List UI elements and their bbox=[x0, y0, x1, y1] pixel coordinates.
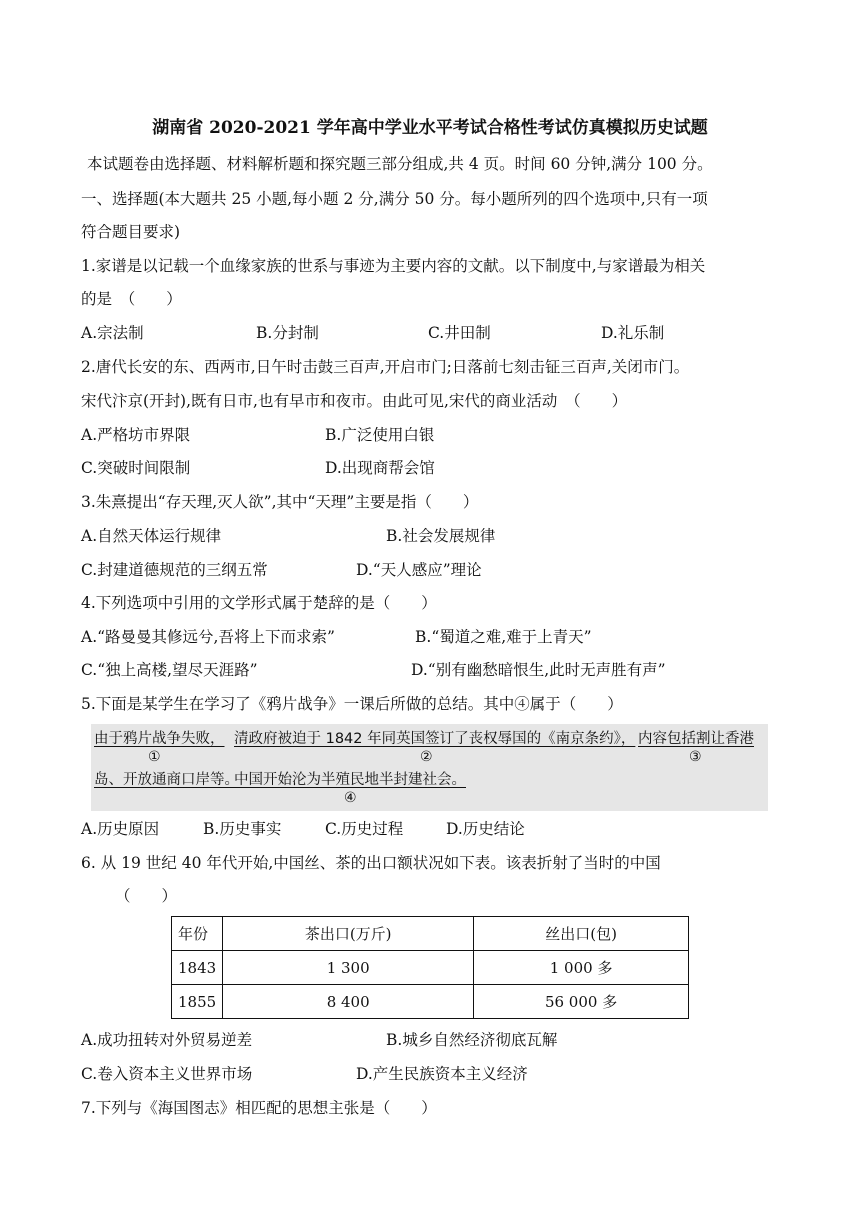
q6-option-d[interactable]: D.产生民族资本主义经济 bbox=[356, 1065, 528, 1083]
q1-option-a[interactable]: A.宗法制 bbox=[81, 324, 144, 342]
summary-seg-1: 由于鸦片战争失败， bbox=[94, 731, 225, 747]
q2-option-d[interactable]: D.出现商帮会馆 bbox=[325, 459, 435, 477]
table-cell-silk: 1 000 多 bbox=[474, 951, 689, 985]
table-cell-tea: 8 400 bbox=[223, 985, 474, 1019]
q4-option-b[interactable]: B.“蜀道之难,难于上青天” bbox=[415, 628, 592, 646]
marker-2: ② bbox=[420, 749, 433, 765]
intro-text: 本试题卷由选择题、材料解析题和探究题三部分组成,共 4 页。时间 60 分钟,满分 100 分。 bbox=[87, 155, 713, 173]
marker-3: ③ bbox=[689, 749, 702, 765]
marker-4: ④ bbox=[344, 790, 357, 806]
q4-option-d[interactable]: D.“别有幽愁暗恨生,此时无声胜有声” bbox=[411, 661, 666, 679]
question-6-stem-cont: （ ） bbox=[115, 887, 178, 905]
table-cell-silk: 56 000 多 bbox=[474, 985, 689, 1019]
q3-option-c[interactable]: C.封建道德规范的三纲五常 bbox=[81, 561, 268, 579]
q5-option-b[interactable]: B.历史事实 bbox=[203, 820, 282, 838]
table-row bbox=[172, 951, 689, 985]
question-1-stem-cont: 的是 （ ） bbox=[81, 290, 182, 308]
question-1-stem: 1.家谱是以记载一个血缘家族的世系与事迹为主要内容的文献。以下制度中,与家谱最为相关 bbox=[81, 257, 706, 275]
question-7-stem: 7.下列与《海国图志》相匹配的思想主张是（ ） bbox=[81, 1099, 437, 1117]
q2-option-c[interactable]: C.突破时间限制 bbox=[81, 459, 191, 477]
q3-option-b[interactable]: B.社会发展规律 bbox=[386, 527, 496, 545]
table-header-tea: 茶出口(万斤) bbox=[223, 917, 474, 951]
q4-option-c[interactable]: C.“独上高楼,望尽天涯路” bbox=[81, 661, 258, 679]
table-cell-year: 1843 bbox=[172, 951, 223, 985]
q6-option-c[interactable]: C.卷入资本主义世界市场 bbox=[81, 1065, 253, 1083]
question-5-stem: 5.下面是某学生在学习了《鸦片战争》一课后所做的总结。其中④属于（ ） bbox=[81, 695, 623, 713]
table-cell-tea: 1 300 bbox=[223, 951, 474, 985]
q5-option-a[interactable]: A.历史原因 bbox=[81, 820, 160, 838]
summary-seg-2: 清政府被迫于 1842 年同英国签订了丧权辱国的《南京条约》， bbox=[234, 731, 636, 747]
q6-option-a[interactable]: A.成功扭转对外贸易逆差 bbox=[81, 1031, 253, 1049]
question-4-stem: 4.下列选项中引用的文学形式属于楚辞的是（ ） bbox=[81, 594, 437, 612]
export-table bbox=[171, 916, 689, 1019]
table-header-year: 年份 bbox=[172, 917, 223, 951]
summary-seg-4: 中国开始沦为半殖民地半封建社会。 bbox=[234, 772, 466, 788]
question-2-stem-cont: 宋代汴京(开封),既有日市,也有早市和夜市。由此可见,宋代的商业活动 （ ） bbox=[81, 392, 628, 410]
q2-option-b[interactable]: B.广泛使用白银 bbox=[325, 426, 435, 444]
summary-seg-3b: 岛、开放通商口岸等。 bbox=[94, 772, 239, 788]
question-2-stem: 2.唐代长安的东、西两市,日午时击鼓三百声,开启市门;日落前七刻击钲三百声,关闭市门。 bbox=[81, 358, 690, 376]
q6-option-b[interactable]: B.城乡自然经济彻底瓦解 bbox=[386, 1031, 558, 1049]
question-3-stem: 3.朱熹提出“存天理,灭人欲”,其中“天理”主要是指（ ） bbox=[81, 493, 479, 511]
q1-option-c[interactable]: C.井田制 bbox=[428, 324, 491, 342]
q3-option-d[interactable]: D.“天人感应”理论 bbox=[356, 561, 482, 579]
summary-box bbox=[91, 724, 768, 811]
section-heading: 一、选择题(本大题共 25 小题,每小题 2 分,满分 50 分。每小题所列的四个选项中,只有一项 bbox=[81, 190, 708, 208]
q3-option-a[interactable]: A.自然天体运行规律 bbox=[81, 527, 222, 545]
q2-option-a[interactable]: A.严格坊市界限 bbox=[81, 426, 191, 444]
section-heading-cont: 符合题目要求) bbox=[81, 223, 181, 241]
q5-option-d[interactable]: D.历史结论 bbox=[446, 820, 525, 838]
marker-1: ① bbox=[148, 749, 161, 765]
page-title: 湖南省 2020-2021 学年高中学业水平考试合格性考试仿真模拟历史试题 bbox=[152, 118, 708, 138]
table-header-row bbox=[172, 917, 689, 951]
q1-option-d[interactable]: D.礼乐制 bbox=[601, 324, 665, 342]
table-header-silk: 丝出口(包) bbox=[474, 917, 689, 951]
table-cell-year: 1855 bbox=[172, 985, 223, 1019]
question-6-stem: 6. 从 19 世纪 40 年代开始,中国丝、茶的出口额状况如下表。该表折射了当时的中国 bbox=[81, 854, 661, 872]
q4-option-a[interactable]: A.“路曼曼其修远兮,吾将上下而求索” bbox=[81, 628, 335, 646]
summary-seg-3: 内容包括割让香港 bbox=[638, 731, 754, 747]
q5-option-c[interactable]: C.历史过程 bbox=[325, 820, 404, 838]
q1-option-b[interactable]: B.分封制 bbox=[256, 324, 319, 342]
table-row bbox=[172, 985, 689, 1019]
